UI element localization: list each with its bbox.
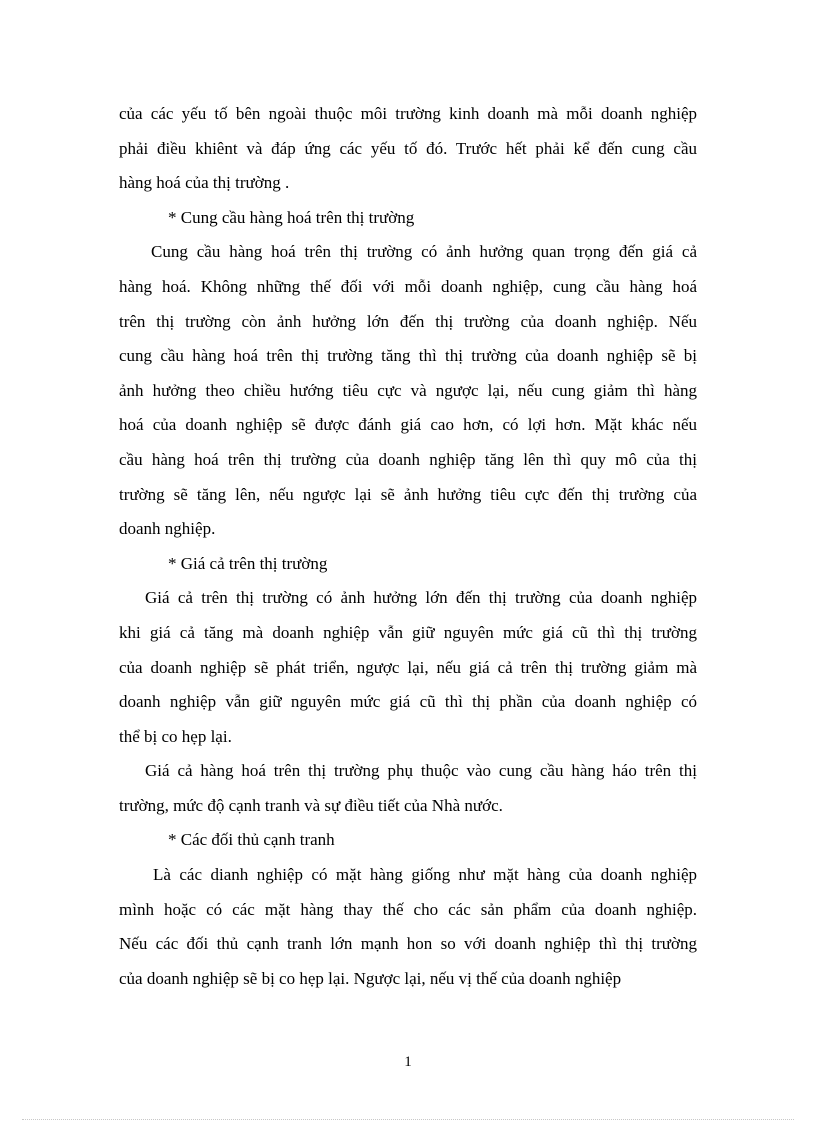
page-number: 1 (404, 1054, 412, 1070)
body-line: hàng hoá. Không những thế đối với mỗi doanh nghiệp, cung cầu hàng hoá (119, 276, 697, 296)
body-line: doanh nghiệp vẫn giữ nguyên mức giá cũ thì thị phần của doanh nghiệp có (119, 692, 697, 712)
body-line: phải điều khiênt và đáp ứng các yếu tố đó. Trước hết phải kể đến cung cầu (119, 138, 697, 158)
body-line: Là các dianh nghiệp có mặt hàng giống như mặt hàng của doanh nghiệp (153, 865, 697, 885)
section-heading-competitors: * Các đối thủ cạnh tranh (168, 830, 335, 850)
body-line: cung cầu hàng hoá trên thị trường tăng thì thị trường của doanh nghiệp sẽ bị (119, 346, 697, 366)
body-line: trên thị trường còn ảnh hưởng lớn đến thị trường của doanh nghiệp. Nếu (119, 311, 697, 331)
body-line: của doanh nghiệp sẽ bị co hẹp lại. Ngược lại, nếu vị thế của doanh nghiệp (119, 968, 622, 988)
body-line: ảnh hưởng theo chiều hướng tiêu cực và ngược lại, nếu cung giảm thì hàng (119, 380, 697, 400)
body-line: thể bị co hẹp lại. (119, 726, 232, 746)
body-line: cầu hàng hoá trên thị trường của doanh nghiệp tăng lên thì quy mô của thị (119, 449, 697, 469)
body-line: trường sẽ tăng lên, nếu ngược lại sẽ ảnh hưởng tiêu cực đến thị trường của (119, 484, 697, 504)
body-line: hàng hoá của thị trường . (119, 173, 290, 193)
body-line: của các yếu tố bên ngoài thuộc môi trường kinh doanh mà mỗi doanh nghiệp (119, 104, 697, 123)
body-line: trường, mức độ cạnh tranh và sự điều tiết của Nhà nước. (119, 795, 503, 815)
body-line: hoá của doanh nghiệp sẽ được đánh giá cao hơn, có lợi hơn. Mặt khác nếu (119, 415, 697, 435)
body-line: Giá cả trên thị trường có ảnh hưởng lớn đến thị trường của doanh nghiệp (145, 588, 697, 608)
document-body (119, 97, 697, 996)
body-line: doanh nghiệp. (119, 519, 216, 539)
section-heading-market-price: * Giá cả trên thị trường (168, 553, 328, 573)
section-heading-supply-demand: * Cung cầu hàng hoá trên thị trường (168, 207, 415, 227)
body-line: Nếu các đối thủ cạnh tranh lớn mạnh hon so với doanh nghiệp thì thị trường (119, 934, 697, 954)
body-line: khi giá cả tăng mà doanh nghiệp vẫn giữ nguyên mức giá cũ thì thị trường (119, 622, 697, 642)
body-line: Giá cả hàng hoá trên thị trường phụ thuộc vào cung cầu hàng háo trên thị (145, 761, 697, 781)
body-line: Cung cầu hàng hoá trên thị trường có ảnh hưởng quan trọng đến giá cả (151, 242, 697, 262)
body-line: của doanh nghiệp sẽ phát triển, ngược lại, nếu giá cả trên thị trường giảm mà (119, 657, 697, 677)
body-line: mình hoặc có các mặt hàng thay thế cho các sản phẩm của doanh nghiệp. (119, 899, 697, 919)
page-bottom-divider (22, 1119, 794, 1120)
